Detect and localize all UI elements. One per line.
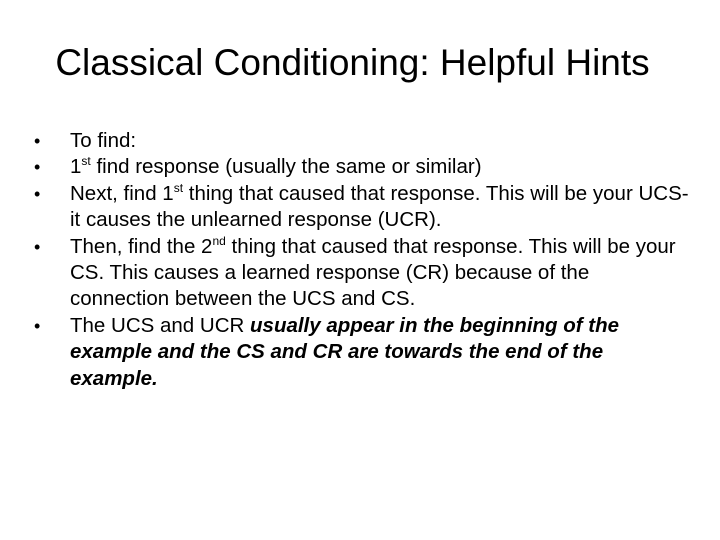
bullet-icon: • bbox=[34, 157, 41, 178]
bullet-icon: • bbox=[34, 236, 41, 257]
bullet-text-start: The UCS and UCR bbox=[70, 313, 251, 337]
bullet-text-end: thing that caused that response. This will be your CS. This causes a learned response (CR) because of the connection between the UCS and CS. bbox=[70, 234, 676, 311]
bullet-item-5 bbox=[34, 313, 694, 392]
bullet-list bbox=[34, 128, 694, 392]
bullet-item-1 bbox=[34, 128, 694, 154]
ordinal-suffix: nd bbox=[212, 233, 226, 248]
bullet-text-start: 1 bbox=[70, 155, 82, 179]
bullet-text-end: thing that caused that response. This will be your UCS- it causes the unlearned response (UCR). bbox=[70, 181, 689, 232]
bullet-text: To find: bbox=[70, 129, 137, 152]
bullet-item-2 bbox=[34, 154, 694, 180]
bullet-text-start: Then, find the 2 bbox=[70, 234, 213, 258]
bullet-text-start: Next, find 1 bbox=[70, 181, 174, 205]
bullet-icon: • bbox=[34, 183, 41, 204]
emphasized-text: usually appear in the beginning of the example and the CS and CR are towards the end of the example. bbox=[70, 313, 620, 390]
bullet-text-end: find response (usually the same or similar) bbox=[90, 155, 482, 179]
bullet-item-3 bbox=[34, 181, 694, 234]
ordinal-suffix: st bbox=[81, 154, 91, 169]
bullet-icon: • bbox=[34, 131, 41, 151]
bullet-item-4 bbox=[34, 234, 694, 313]
bullet-icon: • bbox=[34, 315, 41, 336]
ordinal-suffix: st bbox=[173, 180, 184, 195]
slide-title: Classical Conditioning: Helpful Hints bbox=[55, 42, 650, 83]
